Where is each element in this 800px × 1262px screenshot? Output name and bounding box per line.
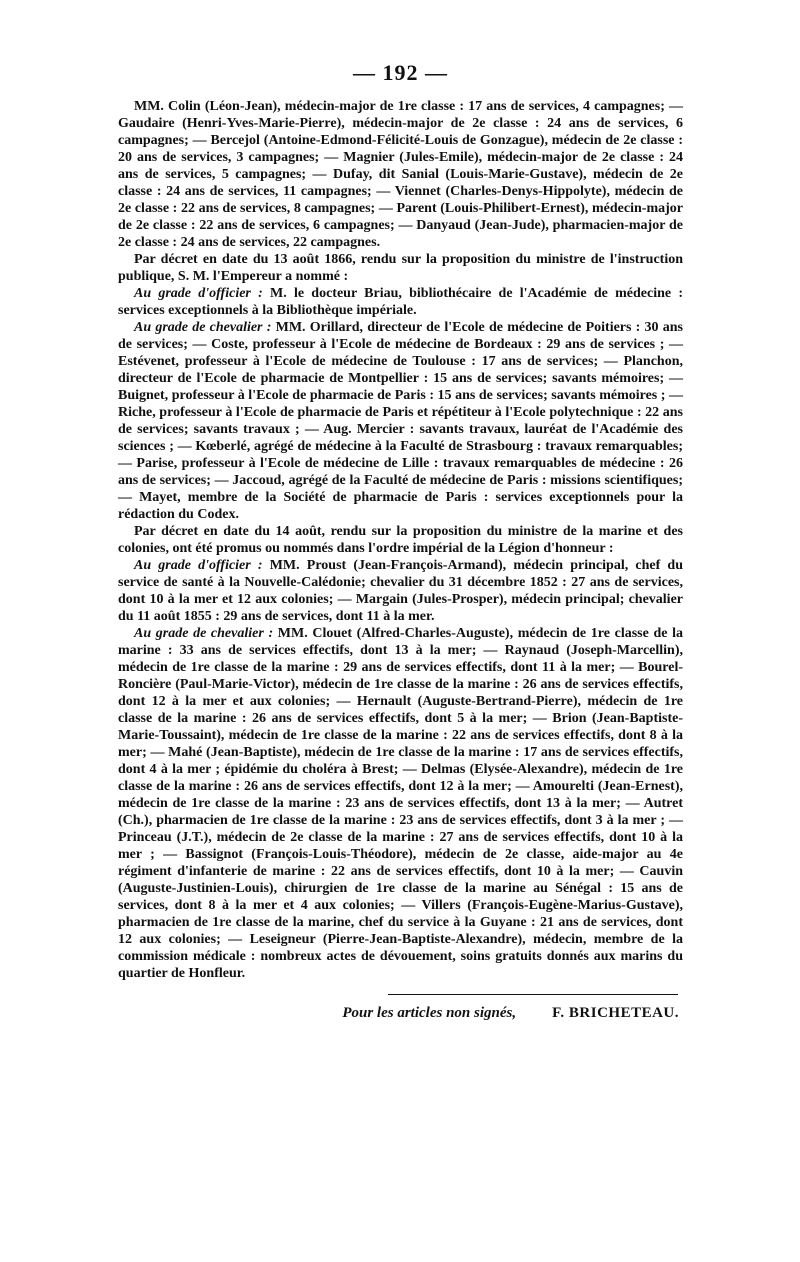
paragraph-officier-marine	[118, 557, 683, 625]
footer-divider	[388, 994, 678, 995]
paragraph-chevalier-marine	[118, 625, 683, 982]
paragraph-text: MM. Colin (Léon-Jean), médecin-major de 1re classe : 17 ans de services, 4 campagnes; — Gaudaire (Henri-Yves-Marie-Pierre), médecin-major de 2e classe : 24 ans de services, 6 campagnes; — Bercejol (Antoine-Edmond-Félicité-Louis de Gonzague), médecin de 2e classe : 20 ans de services, 3 campagnes; — Magnier (Jules-Emile), médecin-major de 2e classe : 24 ans de services, 5 campagnes; — Dufay, dit Sanial (Louis-Marie-Gustave), médecin de 2e classe : 24 ans de services, 11 campagnes; — Viennet (Charles-Denys-Hippolyte), médecin de 2e classe : 22 ans de services, 8 campagnes; — Parent (Louis-Philibert-Ernest), médecin-major de 2e classe : 22 ans de services, 6 campagnes; — Danyaud (Jean-Jude), pharmacien-major de 2e classe : 24 ans de services, 22 campagnes.	[118, 99, 683, 250]
paragraph-text: MM. Proust (Jean-François-Armand), médecin principal, chef du service de santé à la Nouvelle-Calédonie; chevalier du 31 décembre 1852 : 27 ans de services, dont 10 à la mer et 12 aux colonies; — Margain (Jules-Prosper), médecin principal; chevalier du 11 août 1855 : 29 ans de services, dont 11 à la mer.	[118, 558, 683, 624]
footer-note: Pour les articles non signés,	[342, 1005, 517, 1021]
footer-signature: F. BRICHETEAU.	[552, 1005, 679, 1021]
paragraph-text: Par décret en date du 13 août 1866, rendu sur la proposition du ministre de l'instruction publique, S. M. l'Empereur a nommé :	[118, 252, 683, 284]
page-number: — 192 —	[353, 60, 448, 85]
paragraph-text: Par décret en date du 14 août, rendu sur la proposition du ministre de la marine et des colonies, ont été promus ou nommés dans l'ordre impérial de la Légion d'honneur :	[118, 524, 683, 556]
paragraph-chevalier-instruction	[118, 319, 683, 523]
paragraph-lead: Au grade d'officier :	[134, 558, 263, 573]
paragraph-promotions-army	[118, 98, 683, 251]
paragraph-text: MM. Orillard, directeur de l'Ecole de médecine de Poitiers : 30 ans de services; — Coste, professeur à l'Ecole de médecine de Bordeaux : 29 ans de services ; — Estévenet, professeur à l'Ecole de médecine de Toulouse : 17 ans de services; — Planchon, directeur de l'Ecole de pharmacie de Montpellier : 15 ans de services; savants mémoires; — Buignet, professeur à l'Ecole de pharmacie de Paris : 15 ans de services; savants mémoires ; — Riche, professeur à l'Ecole de pharmacie de Paris et répétiteur à l'Ecole polytechnique : 22 ans de services; savants travaux ; — Aug. Mercier : savants travaux, lauréat de l'Académie des sciences ; — Kœberlé, agrégé de médecine à la Faculté de Strasbourg : travaux remarquables; — Parise, professeur à l'Ecole de médecine de Lille : travaux remarquables de médecine : 26 ans de services; — Jaccoud, agrégé de la Faculté de médecine de Paris : missions scientifiques; — Mayet, membre de la Société de pharmacie de Paris : services exceptionnels pour la rédaction du Codex.	[118, 320, 684, 522]
paragraph-lead: Au grade de chevalier :	[134, 626, 274, 641]
paragraph-decree-marine	[118, 523, 683, 557]
paragraph-lead: Au grade d'officier :	[134, 286, 263, 301]
footer	[118, 1005, 683, 1022]
paragraph-lead: Au grade de chevalier :	[134, 320, 272, 335]
paragraph-decree-instruction	[118, 251, 683, 285]
document-page	[118, 60, 683, 1022]
paragraph-text: MM. Clouet (Alfred-Charles-Auguste), médecin de 1re classe de la marine : 33 ans de services effectifs, dont 13 à la mer; — Raynaud (Joseph-Marcellin), médecin de 1re classe de la marine : 29 ans de services effectifs, dont 11 à la mer; — Bourel-Roncière (Paul-Marie-Victor), médecin de 1re classe de la marine : 26 ans de services effectifs, dont 12 à la mer et aux colonies; — Hernault (Auguste-Bertrand-Pierre), médecin de 1re classe de la marine : 26 ans de services effectifs, dont 5 à la mer; — Brion (Jean-Baptiste-Marie-Toussaint), médecin de 1re classe de la marine : 22 ans de services effectifs, dont 8 à la mer; — Mahé (Jean-Baptiste), médecin de 1re classe de la marine : 17 ans de services effectifs, dont 4 à la mer ; épidémie du choléra à Brest; — Delmas (Elysée-Alexandre), médecin de 1re classe de la marine : 26 ans de services effectifs, dont 12 à la mer; — Amourelti (Jean-Ernest), médecin de 1re classe de la marine : 23 ans de services effectifs, dont 13 à la mer; — Autret (Ch.), pharmacien de 1re classe de la marine : 23 ans de services effectifs, dont 3 à la mer ; — Princeau (J.T.), médecin de 2e classe de la marine : 27 ans de services effectifs, dont 10 à la mer ; — Bassignot (François-Louis-Théodore), médecin de 2e classe, aide-major au 4e régiment d'infanterie de marine : 22 ans de services effectifs, dont 10 à la mer; — Cauvin (Auguste-Justinien-Louis), chirurgien de 1re classe de la marine au Sénégal : 15 ans de services, dont 8 à la mer et 4 aux colonies; — Villers (François-Eugène-Marius-Gustave), pharmacien de 1re classe de la marine, chef du service à la Guyane : 21 ans de services, dont 12 aux colonies; — Leseigneur (Pierre-Jean-Baptiste-Alexandre), médecin, membre de la commission médicale : nombreux actes de dévouement, soins gratuits donnés aux marins du quartier de Honfleur.	[118, 626, 684, 981]
paragraph-officier-instruction	[118, 285, 683, 319]
paragraph-text: M. le docteur Briau, bibliothécaire de l'Académie de médecine : services exceptionnels à la Bibliothèque impériale.	[118, 286, 683, 318]
